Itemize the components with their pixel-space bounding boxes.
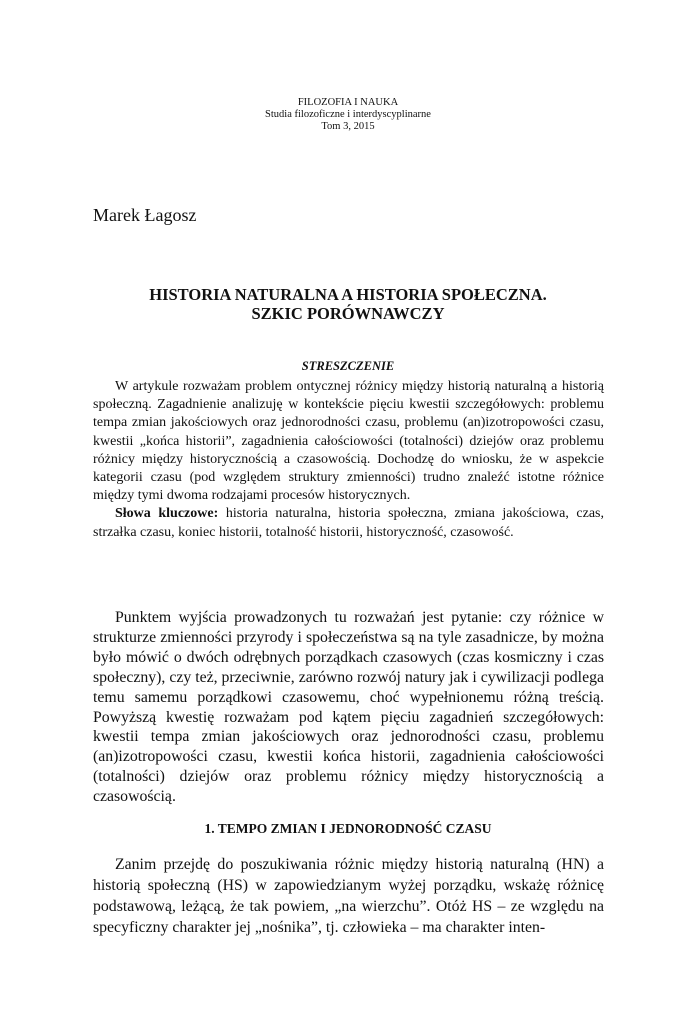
keywords <box>93 505 604 541</box>
journal-header <box>0 97 696 133</box>
title-line-1: HISTORIA NATURALNA A HISTORIA SPOŁECZNA. <box>149 285 547 304</box>
abstract <box>93 378 604 542</box>
keywords-label: Słowa kluczowe: <box>115 506 219 522</box>
intro-paragraph: Punktem wyjścia prowadzonych tu rozważań jest pytanie: czy różnice w strukturze zmienności przyrody i społeczeństwa są na tyle zasadnicze, by można było mówić o dwóch odrębnych porządkach czasowych (czas kosmiczny i czas społeczny), czy też, przeciwnie, zarówno rozwój natury jak i cywilizacji podlega temu samemu porządkowi czasowemu, choć wypełnionemu różną treścią. Powyższą kwestię rozważam pod kątem pięciu zagadnień szczegółowych: kwestii tempa zmian jakościowych oraz jednorodności czasu, problemu (an)izotropowości czasu, kwestii końca historii, zagadnienia całościowości (totalności) dziejów oraz problemu różnicy między historycznością a czasowością. <box>93 609 604 806</box>
journal-name: FILOZOFIA I NAUKA <box>297 97 399 108</box>
journal-volume: Tom 3, 2015 <box>321 121 375 132</box>
abstract-heading: STRESZCZENIE <box>301 359 395 373</box>
journal-subtitle: Studia filozoficzne i interdyscyplinarne <box>265 109 431 120</box>
title-line-2: SZKIC PORÓWNAWCZY <box>251 304 445 323</box>
author-name: Marek Łagosz <box>93 205 197 225</box>
section-1-body <box>93 854 604 938</box>
keywords-list: historia naturalna, historia społeczna, zmiana jakościowa, czas, strzałka czasu, koniec historii, totalność historii, historyczność, czasowość. <box>93 506 604 540</box>
section-1-heading: 1. TEMPO ZMIAN I JEDNORODNOŚĆ CZASU <box>204 821 492 836</box>
section-1-paragraph: Zanim przejdę do poszukiwania różnic między historią naturalną (HN) a historią społeczną (HS) w zapowiedzianym wyżej porządku, wskażę różnicę podstawową, leżącą, że tak powiem, „na wierzchu”. Otóż HS – ze względu na specyficzny charakter jej „nośnika”, tj. człowieka – ma charakter inten- <box>93 856 604 936</box>
article-title <box>60 285 636 323</box>
intro-section <box>93 608 604 807</box>
abstract-text: W artykule rozważam problem ontycznej różnicy między historią naturalną a historią społeczną. Zagadnienie analizuję w kontekście pięciu kwestii szczegółowych: problemu tempa zmian jakościowych oraz jednorodności czasu, problemu (an)izotropowości czasu, kwestii „końca historii”, zagadnienia całościowości (totalności) dziejów oraz problemu różnicy między historycznością a czasowością. Dochodzę do wniosku, że w aspekcie kategorii czasu (pod względem struktury zmienności) trudno znaleźć istotne różnice między tymi dwoma rodzajami procesów historycznych. <box>93 379 604 504</box>
